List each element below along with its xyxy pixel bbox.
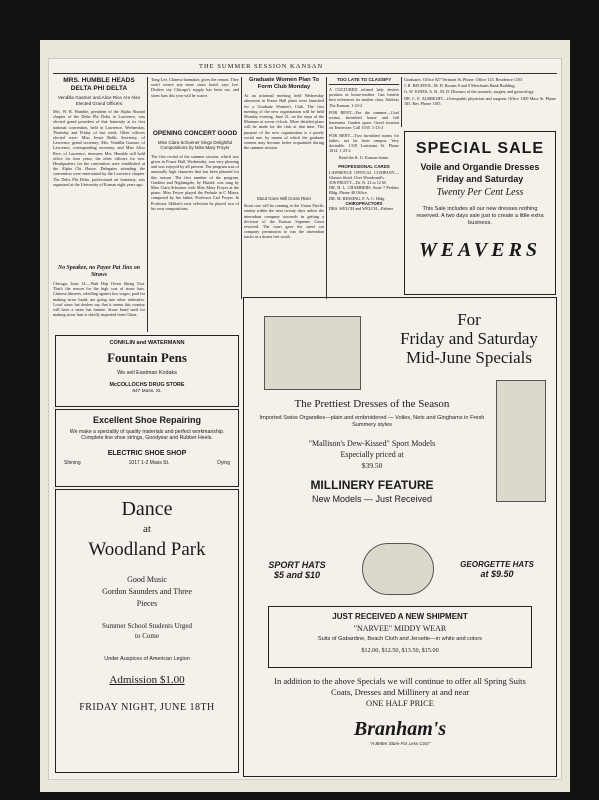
shoe-body: We make a speciality of quality materials and perfect workmanship. Complete line shoe strings, Goodyear and Rubber Heels.	[69, 429, 225, 442]
dance-music-3: Pieces	[136, 599, 158, 608]
card-item: CHIROPRACTORS	[345, 200, 383, 206]
column-2	[151, 77, 239, 326]
classified-ad: FOR RENT—For the summer—Cool rooms, furnished house and full basement. Garden space. Good location on Tennessee. Call 1035. 1-23-2	[329, 109, 399, 131]
dresses-section	[258, 398, 486, 504]
fountain-addr: 847 Mass. St.	[132, 389, 162, 394]
georgette-hats	[444, 560, 550, 579]
dance-place: Woodland Park	[88, 539, 206, 560]
stout-body: Stout cars will be running to the Union Pacific station within the next twenty days unless the interurban company succeeds in getting a decision of the Kansas Supreme Court reversed. The court gave the street car company permission to run the interurban tracks in a dozen feet south.	[244, 203, 324, 240]
shipment-prices: $12.00, $12.50, $13.50, $15.00	[361, 647, 439, 654]
branhams-header	[394, 310, 544, 367]
dance-music-1: Good Music	[127, 575, 167, 584]
column-1	[53, 77, 145, 335]
millinery-sub: New Models — Just Received	[311, 494, 433, 504]
dance-auspices: Under Auspices of American Legion	[104, 656, 190, 662]
sport-hats	[252, 560, 342, 580]
card-item: G. W. JONES, A. B., M. D. Diseases of the stomach, surgery and gynecology.	[404, 89, 535, 95]
col-divider-4	[401, 77, 402, 127]
georgette-price: at $9.50	[480, 569, 514, 579]
weavers-logo: WEAVERS	[418, 239, 542, 261]
dance-title: Dance	[121, 498, 173, 520]
closing-2: Coats, Dresses and Millinery at and near	[330, 687, 470, 697]
card-item: DR. C. E. ALBRIGHT—Osteopathic physician and surgeon. Office 1309 Mass St. Phone 185. Res. Phone 1185.	[404, 95, 556, 106]
special-sale-line1: Voile and Organdie Dresses	[420, 162, 540, 172]
dance-students-2: to Come	[135, 632, 159, 640]
card-item: J. R. BECHTOL, M. D. Rooms 8 and 9 Merchants Bank Building.	[404, 83, 516, 89]
shipment-title: JUST RECEIVED A NEW SHIPMENT	[332, 612, 468, 621]
concert-body: The first recital of the summer session, which was given in Fraser Hall, Wednesday, was very pleasing and was enjoyed by all present. The program was of unusually high character that has been planned for this season. The first number of the program, Gardens and Nightingale, by Harold, was sung by Miss Clara Schoener with Miss Mary Froyer at the piano. Miss Froyer played the Prelude in C Minor, composed by her father, Professor Carl Froyer. In Professor Skilton's next selection he played two of his own compositions.	[151, 153, 239, 211]
fountain-top: CONKLIN and WATERMANN	[109, 340, 185, 346]
straws-body: Chicago, June 14.—Wah Hop Owen Sheng Tsui. That's the reason for the high cost of straw hats. Chinese laborers, rebelling against low wages, paid for making straw braid, are going into other industries. Local straw hat dealers say that it seems this country will have a straw hat famine. Straw braid used for making straw hats is chiefly imported from China.	[53, 281, 145, 318]
card-item: Graduates. Office 927 Vermont St. Phone. Office 123. Residence 1103	[404, 77, 523, 82]
dance-ad	[55, 489, 239, 773]
cards-header: PROFESSIONAL CARDS	[338, 163, 390, 169]
dance-date: FRIDAY NIGHT, JUNE 18TH	[79, 702, 215, 713]
masthead-rule	[53, 73, 557, 74]
shoe-repair-ad	[55, 409, 239, 487]
dance-admission: Admission $1.00	[109, 674, 185, 686]
special-sale-ad	[404, 131, 556, 295]
shipment-box	[268, 606, 532, 668]
card-item: JOS PRUITT—Dr. N. 22 to 12 M.	[329, 180, 387, 186]
shipment-item: "NARVEE" MIDDY WEAR	[353, 624, 447, 633]
classified-header: TOO LATE TO CLASSIFY	[336, 77, 392, 82]
concert-subhead: Miss Clara Schoener Sings Delightful Compositions by Miss Mary Froyer	[157, 140, 233, 151]
dance-students-1: Summer School Students Urged	[102, 622, 192, 630]
special-sale-line3: Twenty Per Cent Less	[436, 187, 524, 198]
branhams-headline-2: Mid-June Specials	[405, 348, 533, 367]
special-sale-body: This Sale includes all our new dresses nothing reserved. A two days sale just to create a little extra business.	[416, 206, 544, 226]
fountain-line: We sell Eastman Kodaks	[117, 370, 177, 376]
dance-at: at	[143, 523, 151, 535]
shoe-right: Dying	[217, 459, 230, 466]
shoe-shop-name: ELECTRIC SHOE SHOP	[107, 449, 187, 457]
fountain-title: Fountain Pens	[107, 350, 187, 365]
shipment-desc: Suits of Gabardine, Beach Cloth and Jersette—in white and colors	[317, 636, 483, 642]
georgette-label: GEORGETTE HATS	[460, 560, 534, 569]
masthead: THE SUMMER SESSION KANSAN	[199, 63, 324, 70]
dresses-body: Imported Swiss Organdies—plain and embroidered — Voiles, Nets and Ginghams in Fresh Summery styles	[259, 415, 485, 428]
branhams-headline-1: Friday and Saturday	[400, 329, 538, 348]
branhams-tagline: "A Better Store For Less Cost"	[369, 741, 431, 746]
shoe-addr: 1017 1-2 Mass St.	[128, 459, 170, 466]
closing-1: In addition to the above Specials we will continue to offer all Spring Suits	[274, 676, 526, 686]
women-illustration	[264, 316, 361, 390]
card-item: DR. M. RESSING, F. A. C. Bldg.	[329, 195, 386, 201]
sport-price: $39.50	[361, 461, 383, 470]
sport-hats-label: SPORT HATS	[268, 560, 326, 570]
dresses-title: The Prettiest Dresses of the Season	[294, 398, 450, 410]
special-sale-line2: Friday and Saturday	[436, 174, 524, 184]
classified-rule	[329, 84, 399, 85]
card-item: LAWRENCE OPTICAL COMPANY—Glasses fitted. Over Woodward's.	[329, 169, 399, 180]
humble-subhead: Vendilla Gasmer and Alice Rice Are Also Elected Grand Officers	[57, 95, 141, 106]
concert-headline: OPENING CONCERT GOOD	[152, 130, 238, 137]
special-sale-title: SPECIAL SALE	[415, 140, 545, 157]
classified-ad: FOR RENT—Two furnished rooms for ladies, not far from campus. Very desirable. 1318 Louisiana St. Phone 1814. 1-23-2	[329, 132, 399, 154]
column-3	[244, 77, 324, 271]
stout-subhead: Stout Goes Will Cross River	[256, 196, 312, 202]
newspaper-page	[40, 40, 570, 792]
sport-line-1: "Mallison's Dew-Kissed" Sport Models	[308, 439, 436, 448]
paper-sheet	[48, 58, 562, 780]
card-item: DR. H. L. CHAMBERS, Suite 7 Perkins Bldg. Phone 40 Office.	[329, 185, 399, 196]
shoe-title: Excellent Shoe Repairing	[92, 415, 202, 425]
card-item: DRS. WELCH and WELCH—Palmer	[329, 206, 394, 212]
dance-music-2: Gordon Saunders and Three	[102, 587, 192, 596]
col-divider-2	[241, 77, 242, 299]
closing-section	[248, 676, 552, 746]
classified-ad: Read the K. U. Kansan home.	[338, 155, 389, 161]
grad-women-headline: Graduate Women Plan To Form Club Monday	[248, 77, 319, 90]
branhams-logo: Branham's	[353, 718, 447, 740]
millinery-title: MILLINERY FEATURE	[310, 478, 434, 492]
grad-women-body: At an informal meeting held Wednesday afternoon in Fraser Hall plans were launched for a Graduate Women's Club. The first meeting of the new organization will be held Monday evening, June 21, on the steps of the Museum at seven o'clock. More detailed plans will be made for the club at that time. The purpose of the new organization is a purely social one, by means of which the graduate women may become better acquainted during the summer session.	[244, 93, 324, 151]
column-4-classifieds	[329, 77, 399, 211]
sport-line-2: Especially priced at	[340, 450, 404, 459]
column-5-cards	[404, 77, 556, 106]
shoe-left: Shining	[64, 459, 81, 466]
fountain-pens-ad	[55, 335, 239, 407]
fountain-store: McCOLLOCHS DRUG STORE	[109, 382, 185, 388]
humble-body: Mrs. W. R. Humble, president of the Alpha Alumni chapter of the Delta Phi Delta in Lawrence, was elected grand president of that fraternity at its first national convention, held in Lawrence, Wednesday, Thursday and Friday of last week. Other officers elected were: Miss Jessie Robb, Secretary, of Lawrence, grand secretary; Mrs. Vendilla Gasmer, of Lawrence, corresponding secretary; and Miss Alice Rice, of Lawrence, treasurer. Mrs. Humble will hold office for four years; the other officers for two. Headquarters for the convention were established at the Alpha Chi House. Delegates attending the convention were entertained by the Lawrence chapter. The Delta Phi Delta, professional art fraternity, was organized at the University of Kansas eight years ago.	[53, 109, 145, 187]
hat-illustration	[362, 543, 434, 595]
closing-3: ONE HALF PRICE	[365, 698, 434, 708]
col-divider-1	[147, 77, 148, 332]
straw-continuation: Tong Lee, Chinese hatmaker, gives the reason. They won't weave any more straw braid, says Lee. Dealers say Chicago's supply has been cut, and straw hats this year will be scarce.	[151, 77, 239, 98]
branhams-for: For	[457, 310, 481, 329]
branhams-ad	[243, 297, 557, 777]
sport-hats-price: $5 and $10	[273, 570, 321, 580]
woman-figure-illustration	[496, 380, 546, 502]
shoe-footer	[64, 460, 230, 466]
col-divider-3	[326, 77, 327, 299]
classified-ad: A CULTURED refined lady desires position as house-mother. Can furnish best references for mother class. Address The Kansan. 1-23-2	[329, 87, 399, 108]
humble-headline: MRS. HUMBLE HEADS DELTA PHI DELTA	[63, 77, 135, 92]
straws-headline: No Speakee, no Payee Pat Jinx on Straws	[58, 265, 140, 278]
